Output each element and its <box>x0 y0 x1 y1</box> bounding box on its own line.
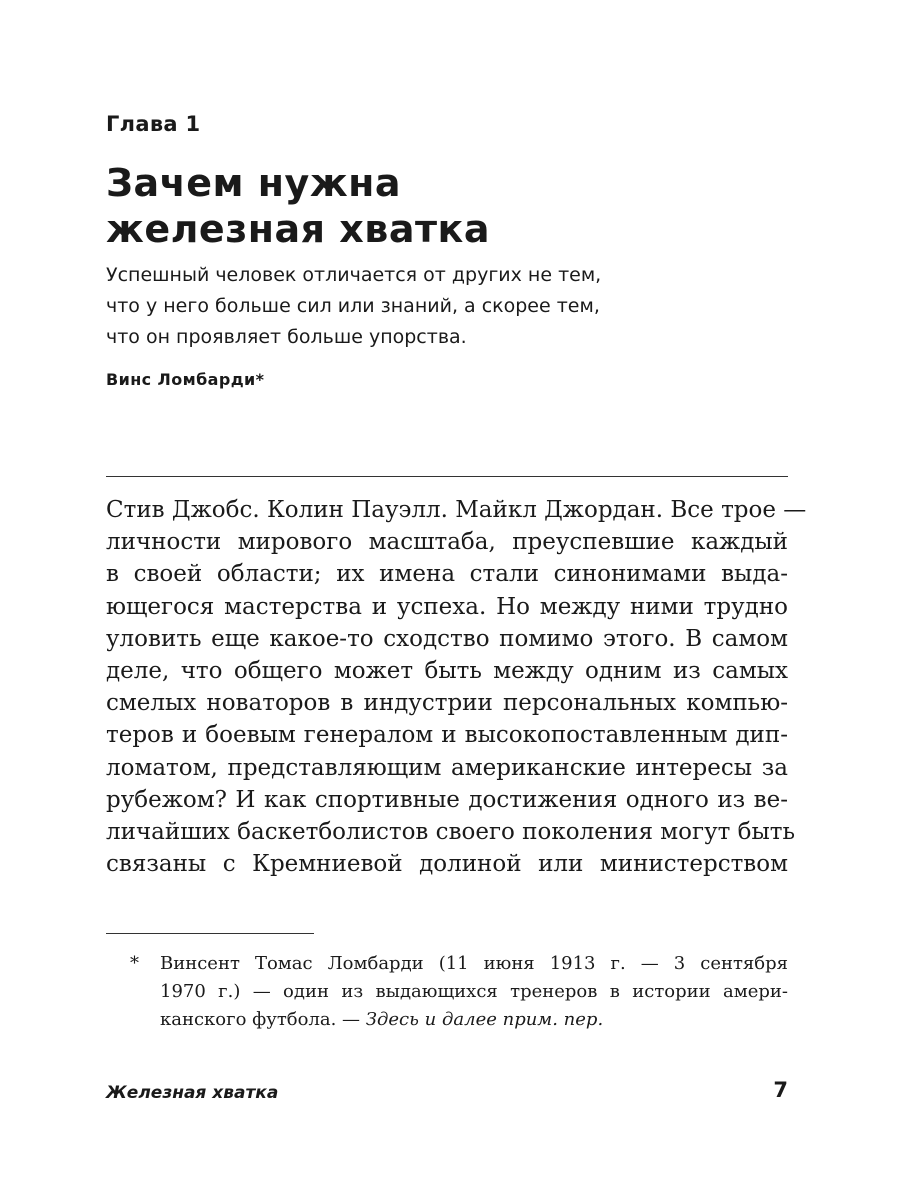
body-line: деле, что общего может быть между одним из самых <box>106 657 788 684</box>
body-line: уловить еще какое-то сходство помимо этого. В самом <box>106 625 788 652</box>
chapter-title-line: железная хватка <box>106 207 490 251</box>
body-line: в своей области; их имена стали синонимами выда- <box>106 561 788 588</box>
body-line: теров и боевым генералом и высокопоставленным дип- <box>106 722 788 749</box>
footnote-line: Винсент Томас Ломбарди (11 июня 1913 г. — 3 сентября <box>160 953 788 974</box>
epigraph-line: Успешный человек отличается от других не тем, <box>106 264 602 286</box>
footnote-translator-note: Здесь и далее прим. пер. <box>365 1009 604 1030</box>
chapter-label: Глава 1 <box>106 112 201 136</box>
footnote-mark: * <box>130 953 139 974</box>
chapter-title <box>106 160 786 252</box>
epigraph-line: что у него больше сил или знаний, а скорее тем, <box>106 295 600 317</box>
running-footer-title: Железная хватка <box>106 1083 279 1103</box>
body-line: связаны с Кремниевой долиной или министерством <box>106 851 788 878</box>
chapter-title-line: Зачем нужна <box>106 161 402 205</box>
body-line: Стив Джобс. Колин Пауэлл. Майкл Джордан. Все трое — <box>106 497 807 523</box>
epigraph-line: что он проявляет больше упорства. <box>106 326 467 348</box>
body-paragraph <box>106 494 807 880</box>
body-line: личайших баскетболистов своего поколения могут быть <box>106 818 796 845</box>
section-divider <box>106 476 788 477</box>
body-line: ющегося мастерства и успеха. Но между ними трудно <box>106 593 788 620</box>
footnote-line: 1970 г.) — один из выдающихся тренеров в истории амери- <box>160 981 788 1002</box>
footnote-text <box>160 950 788 1034</box>
body-line: рубежом? И как спортивные достижения одного из ве- <box>106 786 788 813</box>
footnote-plain-text: канского футбола. — <box>160 1009 366 1030</box>
epigraph-author: Винс Ломбарди* <box>106 370 265 389</box>
page-number: 7 <box>773 1078 788 1102</box>
body-line: смелых новаторов в индустрии персональных компью- <box>106 690 788 717</box>
body-line: ломатом, представляющим американские интересы за <box>106 754 788 781</box>
footnote-divider <box>106 933 314 934</box>
epigraph <box>106 260 786 353</box>
footnote-line <box>160 1006 788 1034</box>
body-line: личности мирового масштаба, преуспевшие каждый <box>106 529 788 556</box>
